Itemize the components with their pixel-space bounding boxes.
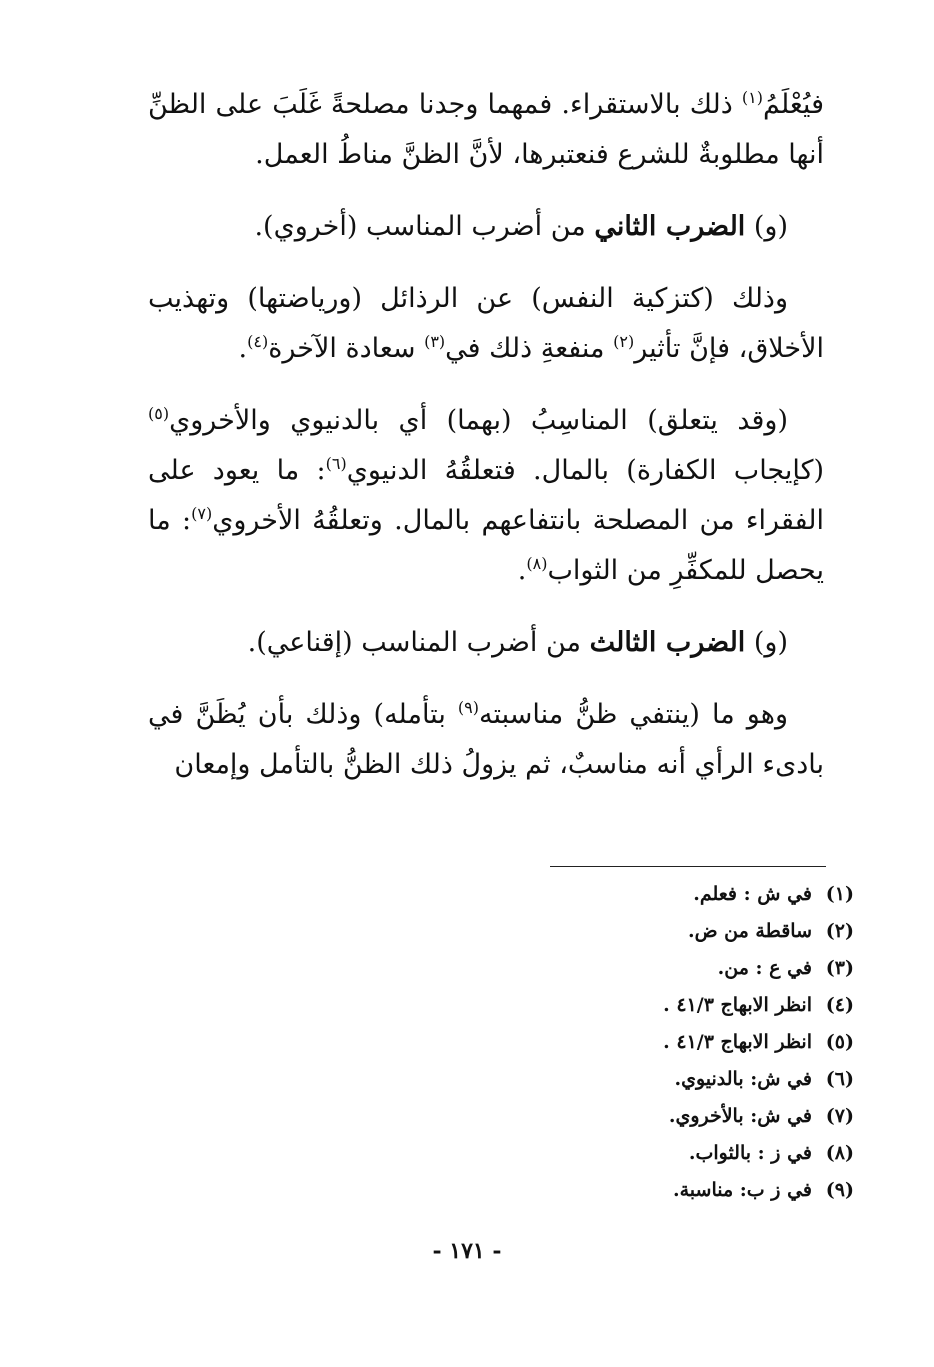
paragraph-4: [148, 396, 824, 596]
footnote-number: (٣): [825, 957, 854, 979]
footnote-ref-1[interactable]: (١): [741, 88, 763, 107]
footnote-ref-2[interactable]: (٢): [613, 332, 635, 351]
footnote-text: في ز ب: مناسبة.: [673, 1179, 812, 1201]
footnote-text: في ش : فعلم.: [693, 883, 812, 905]
footnote-number: (٧): [825, 1105, 854, 1127]
text-run: (وقد يتعلق) المناسِبُ (بهما) أي بالدنيوي والأخروي: [169, 405, 788, 436]
text-run: (كإيجاب الكفارة) بالمال. فتعلقُهُ الدنيوي: [346, 455, 824, 486]
text-run: وهو ما (ينتفي ظنُّ مناسبته: [479, 699, 789, 730]
footnote-9: [454, 1172, 854, 1209]
footnote-ref-9[interactable]: (٩): [457, 698, 480, 717]
text-run: وذلك (كتزكية النفس) عن الرذائل (ورياضتها) وتهذيب الأخلاق، فإنَّ تأثير: [148, 283, 824, 364]
footnote-number: (٦): [825, 1068, 854, 1090]
footnote-8: [454, 1135, 854, 1172]
footnote-1: [454, 876, 854, 913]
text-run: : ما يعود على الفقراء من المصلحة بانتفاعهم بالمال. وتعلقُهُ الأخروي: [148, 455, 824, 536]
footnote-text: ساقطة من ض.: [687, 920, 812, 942]
page-number: - ١٧١ -: [432, 1238, 502, 1264]
text-run: .: [238, 333, 248, 364]
footnote-ref-5[interactable]: (٥): [148, 404, 170, 423]
footnote-text: في ز : بالثواب.: [688, 1142, 812, 1164]
footnote-text: انظر الابهاج ٤١/٣ .: [663, 994, 812, 1016]
paragraph-2-heading: [148, 202, 824, 252]
footnote-text: في ش: بالأخروي.: [668, 1105, 812, 1127]
text-run: من أضرب المناسب (أخروي).: [254, 211, 595, 242]
text-run: من أضرب المناسب (إقناعي).: [247, 627, 590, 658]
heading-term: الضرب الثاني: [594, 211, 746, 242]
text-run: بتأمله) وذلك بأن يُظَنَّ في بادىء الرأي أنه مناسبٌ، ثم يزولُ ذلك الظنُّ بالتأمل وإمعان: [148, 699, 824, 780]
paragraph-3: [148, 274, 824, 374]
paragraph-5-heading: [148, 618, 824, 668]
footnote-6: [454, 1061, 854, 1098]
footnotes: [454, 876, 854, 1209]
main-text: [148, 80, 824, 812]
paragraph-1: [148, 80, 824, 180]
footnote-text: انظر الابهاج ٤١/٣ .: [663, 1031, 812, 1053]
footnote-number: (٥): [825, 1031, 854, 1053]
footnote-3: [454, 950, 854, 987]
footnote-ref-7[interactable]: (٧): [191, 504, 213, 523]
text-run: ذلك بالاستقراء. فمهما وجدنا مصلحةً غَلَبَ على الظنِّ أنها مطلوبةٌ للشرع فنعتبرها، لأنَّ الظنَّ مناطُ العمل.: [148, 89, 824, 170]
footnote-ref-8[interactable]: (٨): [526, 554, 548, 573]
footnote-5: [454, 1024, 854, 1061]
paragraph-6: [148, 690, 824, 790]
heading-term: الضرب الثالث: [589, 627, 746, 658]
footnote-text: في ش: بالدنيوي.: [674, 1068, 812, 1090]
text-run: (و): [745, 627, 788, 658]
footnote-number: (٩): [825, 1179, 854, 1201]
footnote-separator: [550, 866, 826, 867]
footnote-ref-4[interactable]: (٤): [247, 332, 269, 351]
footnote-number: (٤): [825, 994, 854, 1016]
footnote-number: (٢): [825, 920, 854, 942]
footnote-7: [454, 1098, 854, 1135]
footnote-number: (١): [825, 883, 854, 905]
text-run: فيُعْلَمُ: [763, 89, 824, 120]
footnote-2: [454, 913, 854, 950]
text-run: منفعةِ ذلك في: [445, 333, 614, 364]
text-run: سعادة الآخرة: [268, 333, 425, 364]
footnote-4: [454, 987, 854, 1024]
footnote-number: (٨): [825, 1142, 854, 1164]
footnote-ref-3[interactable]: (٣): [424, 332, 446, 351]
text-run: (و): [745, 211, 788, 242]
footnote-text: في ع : من.: [717, 957, 812, 979]
footnote-ref-6[interactable]: (٦): [325, 454, 347, 473]
text-run: : ما يحصل للمكفِّرِ من الثواب: [148, 505, 824, 586]
text-run: .: [517, 555, 527, 586]
